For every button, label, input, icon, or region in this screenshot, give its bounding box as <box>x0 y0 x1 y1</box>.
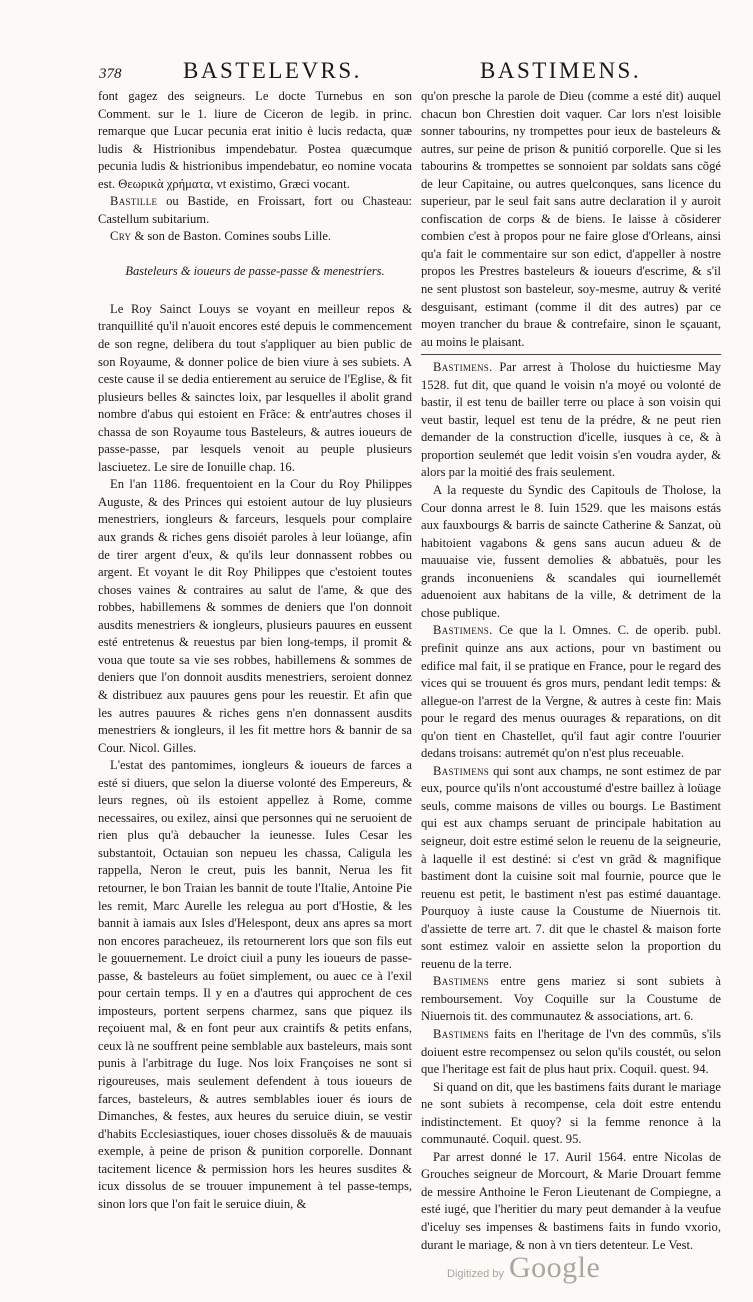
digitized-by-label: Digitized by <box>447 1268 504 1280</box>
entry-headword: Bastimens. <box>433 623 493 638</box>
paragraph-1186: En l'an 1186. frequentoient en la Cour du Roy Philippes Auguste, & des Princes qui estoient autour de luy plusieurs menestriers, iongleurs & farceurs, lesquels pour complaire aux grands & riches gens disoiét paroles à leur loüange, afin de tirer argent d'eux, & qu'ils leur donnassent robbes ou argent. Et voyant le dit Roy Philippes que c'estoient toutes choses vaines & contraires au salut de l'ame, & que des robbes, habillemens & sommes de deniers que l'on donnoit ausdits menestriers & iongleurs, plusieurs pauures en eussent esté entretenus & reuestus par bien long-temps, il promit & voua que toute sa vie ses robbes, habillemens & sommes de deniers que l'on donnoit ausdits menestriers, seroient donnez & distribuez aux pauures gens pour les reuestir. Et afin que les autres pauures & riches gens n'en donnassent ausdits menestriers & iongleurs, il les fit mettre hors & bannir de sa Cour. Nicol. Gilles. <box>98 477 412 755</box>
paragraph-turnebus: font gagez des seigneurs. Le docte Turnebus en son Comment. sur le 1. liure de Ciceron de legib. in princ. remarque que Lucar pecunia erat initio è lucis redacta, quæ ludis & Histrionibus impendebatur. Postea quæcumque pecunia ludis & histrionibus impendebatur, eo nomine vocata est. Θεωρικὰ χρήματα, vt existimo, Græci vocant. <box>98 89 412 191</box>
entry-headword: Cry <box>110 229 132 244</box>
paragraph-mariage: Si quand on dit, que les bastimens faits durant le mariage ne sont subiets à recompense, cela doit estre entendu indistinctement. Et quoy? si la femme renonce à la communauté. Coquil. quest. 95. <box>421 1079 721 1147</box>
left-column <box>98 88 412 1213</box>
entry-bastimens-tholose: Bastimens. Par arrest à Tholose du huictiesme May 1528. fut dit, que quand le voisin n'a moyé ou volonté de bastir, il est tenu de bailler terre ou place à son voisin qui veut bastir, lequel est tenu de la prédre, & ne peut rien demander de la construction d'icelle, iusques à ce, & à proportion seulemét que ledit voisin s'en voudra ayder, & alors par la moitié des frais seulement. <box>421 360 721 480</box>
entry-bastimens-mariez: Bastimens entre gens mariez si sont subiets à remboursement. Voy Coquille sur la Coustume de Niuernois tit. des communautez & associations, art. 6. <box>421 974 721 1024</box>
entry-bastille: Bastille ou Bastide, en Froissart, fort ou Chasteau: Castellum subitarium. <box>98 194 412 226</box>
paragraph-pantomimes: L'estat des pantomimes, iongleurs & ioueurs de farces a esté si diuers, que selon la diuerse volonté des Empereurs, & leurs regnes, où ils estoient appellez à Rome, comme necessaires, ou exilez, ainsi que personnes qui ne seruoient de rien plus qu'à debaucher la ieunesse. Iules Cesar les substantoit, Octauian son nepueu les chassa, Caligula les rappella, Neron le creut, puis les bannit, Nerua les fit retourner, le bon Traian les bannit de toute l'Italie, Antoine Pie les remit, Marc Aurelle les relegua au port d'Hostie, & les bannit à iamais aux Isles d'Helespont, deux ans apres sa mort non encores paracheuez, ils retournerent lors que son fils eut le gouuernement. Le droict ciuil a puny les ioueurs de passe-passe, & basteleurs au foüet simplement, ou auec ce à l'exil pour certain temps. Il y en a d'autres qui approchent de ces imposteurs, portent serpens charmez, sans que piquez ils reçoiuent mal, & en font peur aux craintifs & petits enfans, ceux là ne souffrent peine semblable aux basteleurs, mais sont punis à l'arbitrage du Iuge. Nos loix Françoises ne sont si rigoureuses, mais seulement defendent à tous ioueurs de farces, basteleurs, & autres semblables iouer és iours de Dimanches, & festes, aux heures du seruice diuin, se vestir d'habits Ecclesiastiques, iouer choses dissoluës & de mauuais exemple, à peine de prison & punition corporelle. Donnant tacitement licence & permission hors les heures susdites & icux dissolus de se trouuer impunement à tel passe-temps, sinon lors que l'on fait le seruice diuin, & <box>98 758 412 1211</box>
paragraph-continuation: qu'on presche la parole de Dieu (comme a esté dit) auquel chacun bon Chrestien doit vaquer. Car lors n'est loisible sonner tabourins, ny trompettes pour ieux de basteleurs & autres, sur peine de prison & punitió corporelle. Que si les tabourins & trompettes se sonnoient par soldats sans cõgé de leur Capitaine, ou autres quelconques, sans licence du superieur, par le seul fait sans autre declaration il y auroit confiscation de corps & de biens. Ie laisse à cõsiderer combien c'est à propos pour ne faire glose d'Orleans, ainsi qu'a fait le commentaire sur son edict, d'appeller à nostre propos les Prestres basteleurs & ioueurs d'escrime, & s'il ne sent plustost son basteleur, soy-mesme, autruy & verité desguisant, estimant (comme il dit des autres) par ce moyen trancher du braue & contrefaire, sinon le sçauant, au moins le plaisant. <box>421 89 721 349</box>
divider <box>421 354 721 355</box>
entry-headword: Bastille <box>110 194 158 209</box>
entry-headword: Bastimens <box>433 763 490 778</box>
entry-cry-de-baston: Cry & son de Baston. Comines soubs Lille. <box>110 229 332 244</box>
page-header <box>0 52 753 86</box>
paragraph-syndic: A la requeste du Syndic des Capitouls de Tholose, la Cour donna arrest le 8. Iuin 1529. que les maisons estás aux fauxbourgs & barris de saincte Catherine & Sanzat, où habitoient vagabons & gens sans aucun adueu & de mauuaise vie, fussent demolies & abbatuës, pour les grands inconueniens & scandales qui iournellemét aduenoient aux habitans de la ville, & detriment de la chose publique. <box>421 483 721 620</box>
entry-headword: Bastimens <box>433 974 490 989</box>
entry-headword: Bastimens <box>433 1026 490 1041</box>
right-column <box>421 88 721 1254</box>
page-number: 378 <box>99 66 122 82</box>
running-title-left: BASTELEVRS. <box>183 58 362 83</box>
entry-headword: Bastimens. <box>433 360 493 375</box>
entry-bastimens-omnes: Bastimens. Ce que la l. Omnes. C. de operib. publ. prefinit quinze ans aux actions, pour vn bastiment ou edifice mal fait, il se pratique en France, pour le regard des vices qui se trouuent és gros murs, pendant ledit temps: & allegue-on l'arrest de la Vergne, & autres à ceste fin: Mais pour le regard des menus ouurages & reparations, on dit qu'on tient en Chastellet, qu'il faut agir contre l'ouurier dedans troisans: autremét qu'on n'est plus receuable. <box>421 623 721 761</box>
digitized-watermark <box>447 1251 627 1291</box>
paragraph-saint-louis: Le Roy Sainct Louys se voyant en meilleur repos & tranquillité qu'il n'auoit encores esté depuis le commencement de son regne, delibera du tout s'appliquer au bien public de son Royaume, & donner police de bien viure à ses subiets. A ceste cause il se dedia entierement au seruice de l'Eglise, & fit plusieurs belles & sainctes loix, par lesquelles il abolit grand nombre d'abus qui estoient en Frãce: & entr'autres choses il chassa de son Royaume tous Basteleurs, & autres ioueurs de passe-passe, par lesquels venoit au peuple plusieurs lasciuetez. Le sire de Ionuille chap. 16. <box>98 301 412 474</box>
section-subheading: Basteleurs & ioueurs de passe-passe & menestriers. <box>125 263 385 278</box>
paragraph-arrest-1564: Par arrest donné le 17. Auril 1564. entre Nicolas de Grouches seigneur de Morcourt, & Marie Drouart femme de messire Anthoine le Feron Lieutenant de Compiegne, a esté iugé, que l'heritier du mary peut demander à la veufue d'iceluy ses impenses & bastimens faits in fundo vxorio, durant le mariage, & non à vn tiers detenteur. Le Vest. <box>421 1149 721 1252</box>
google-logo: Google <box>509 1251 601 1284</box>
running-title-right: BASTIMENS. <box>480 58 642 83</box>
entry-bastimens-champs: Bastimens qui sont aux champs, ne sont estimez de par eux, pource qu'ils n'ont accoustumé d'estre baillez à loüage seuls, comme maisons de villes ou bourgs. Le Bastiment qui est aux champs seruant de principale habitation au seigneur, doit estre estimé selon le reuenu de la seigneurie, à laquelle il est destiné: si c'est vn grãd & magnifique bastiment dont la cuisine soit mal fournie, pource que le reuenu est petit, le bastiment n'est pas estimé dauantage. Pourquoy à iuste cause la Coustume de Niuernois tit. d'assiette de terre art. 7. dit que le chastel & maison forte sont estimez valoir en assiette selon la proportion du reuenu de la terre. <box>421 763 721 971</box>
entry-bastimens-heritage: Bastimens faits en l'heritage de l'vn des commũs, s'ils doiuent estre recompensez ou selon qu'ils coustét, ou selon que l'heritage est fait de plus haut prix. Coquil. quest. 94. <box>421 1026 721 1077</box>
